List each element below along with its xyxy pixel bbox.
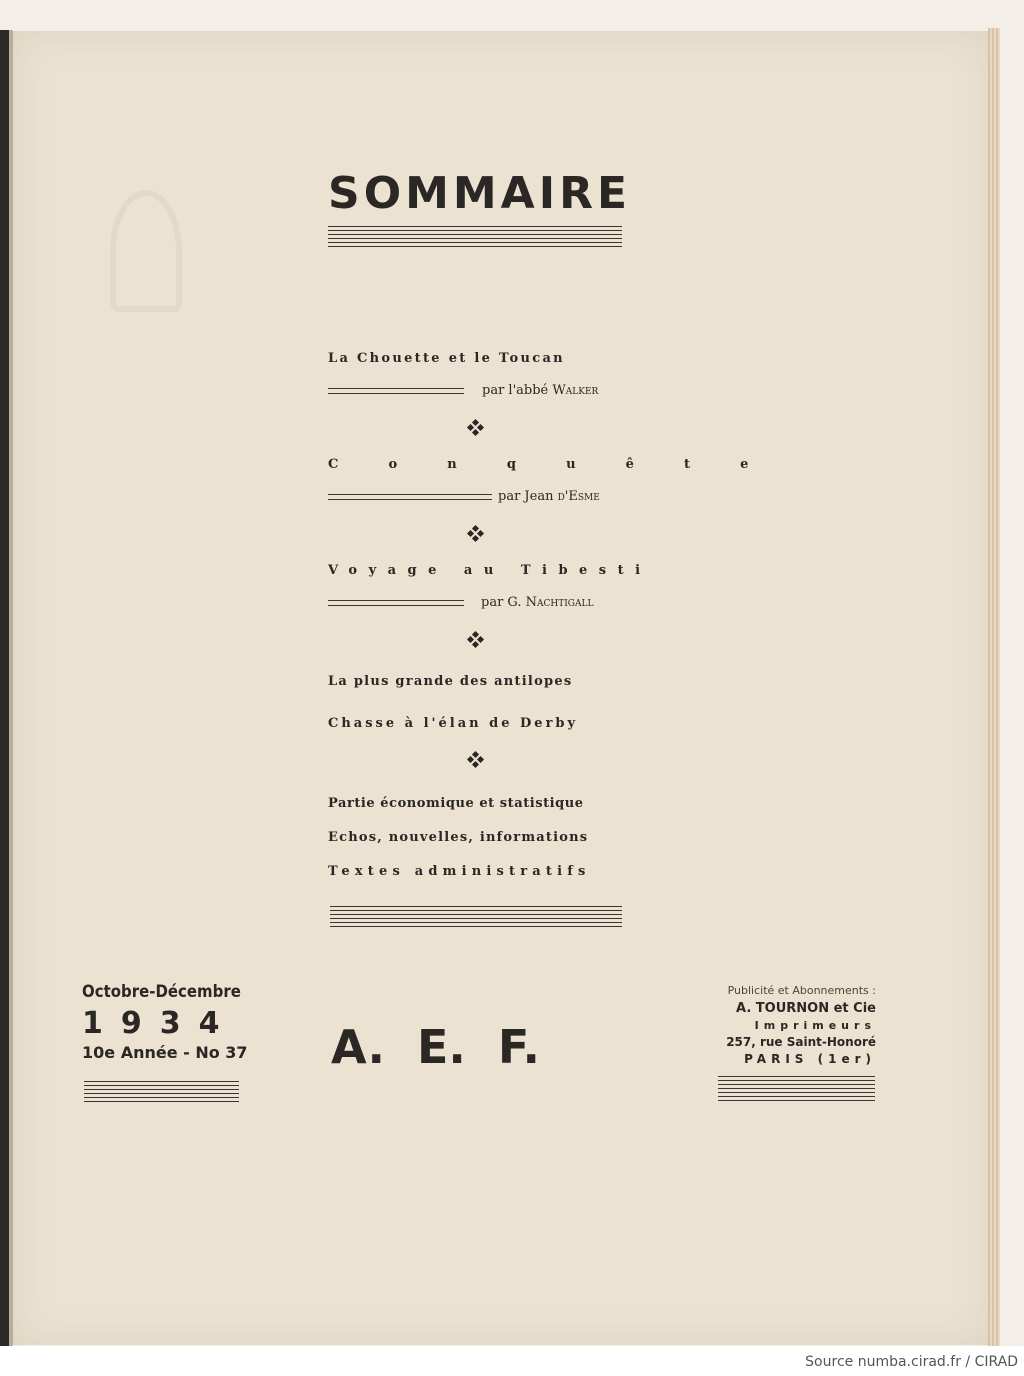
publisher-name: A. TOURNON et Cie (736, 1001, 876, 1016)
diamond-ornament-icon (468, 632, 484, 648)
author-name: Walker (552, 383, 599, 398)
author-prefix: par G. (481, 595, 522, 610)
toc-entry-title: Voyage au Tibesti (328, 563, 652, 578)
issue-number: 10e Année - No 37 (82, 1043, 248, 1062)
leader-rule (328, 600, 464, 606)
publisher-info (716, 984, 876, 1066)
toc-entry-title: C o n q u ê t e (328, 457, 772, 472)
publisher-address: 257, rue Saint-Honoré (726, 1035, 876, 1049)
toc-entry-title: Chasse à l'élan de Derby (328, 716, 579, 731)
toc-entry-title: La Chouette et le Toucan (328, 351, 565, 366)
binding-edge (0, 30, 9, 1346)
toc-entry-title: La plus grande des antilopes (328, 674, 573, 689)
author-prefix: par l'abbé (482, 383, 549, 398)
title-rule (328, 226, 622, 250)
issue-period: Octobre-Décembre (82, 982, 241, 1002)
page-stack-edge (988, 28, 1000, 1346)
issue-year: 1934 (82, 1006, 238, 1041)
diamond-ornament-icon (468, 420, 484, 436)
toc-entry-title: Textes administratifs (328, 864, 591, 879)
issue-info (82, 982, 248, 1062)
author-name: d'Esme (557, 489, 600, 504)
page-title: SOMMAIRE (328, 168, 632, 219)
source-credit: Source numba.cirad.fr / CIRAD (805, 1354, 1018, 1370)
leader-rule (328, 494, 492, 500)
leader-rule (328, 388, 464, 394)
publisher-role: Imprimeurs (754, 1019, 876, 1032)
toc-entry-title: Partie économique et statistique (328, 796, 584, 811)
author-prefix: par Jean (498, 489, 554, 504)
toc-entry-author (481, 595, 593, 610)
diamond-ornament-icon (468, 752, 484, 768)
toc-entry-title: Echos, nouvelles, informations (328, 830, 589, 845)
diamond-ornament-icon (468, 526, 484, 542)
author-name: Nachtigall (525, 595, 594, 610)
show-through-mark (110, 190, 182, 312)
contents-end-rule (330, 906, 622, 930)
toc-entry-author (498, 489, 600, 504)
publisher-caption: Publicité et Abonnements : (727, 984, 876, 997)
publisher-rule (718, 1076, 875, 1104)
issue-rule (84, 1081, 239, 1105)
toc-entry-author (482, 383, 598, 398)
publisher-city: PARIS (1er) (744, 1052, 876, 1066)
publication-title: A. E. F. (331, 1020, 541, 1074)
